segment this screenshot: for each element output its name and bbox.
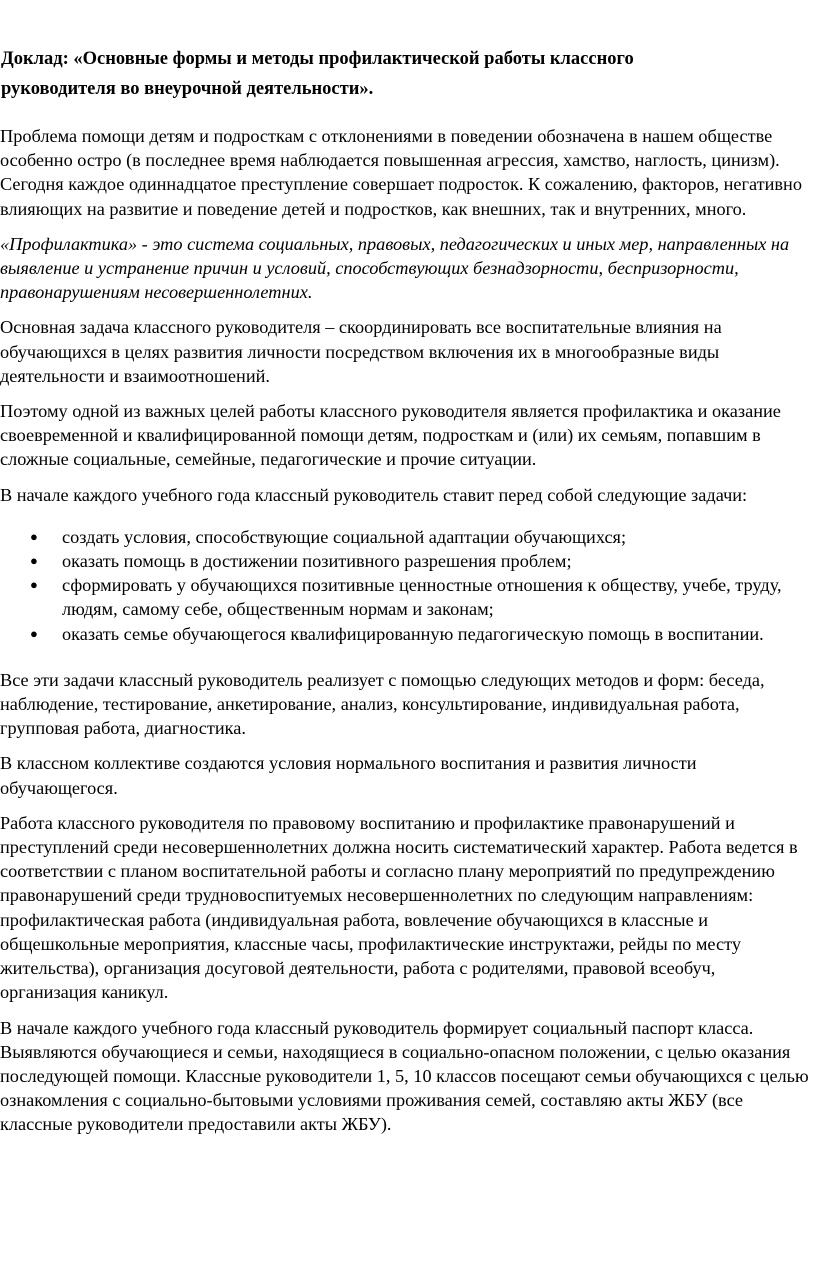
paragraph-tasks-intro: В начале каждого учебного года классный руководитель ставит перед собой следующие задачи: [0, 484, 748, 505]
bullet-icon: ● [30, 553, 38, 569]
paragraph-legal-education: Работа классного руководителя по правовому воспитанию и профилактике правонарушений и преступлений среди несовершеннолетних должна носить систематический характер. Работа ведется в соответствии с планом воспитательной работы и согласно плану мероприятий по предупреждению правонарушений среди трудновоспитуемых несовершеннолетних по следующим направлениям: профилактическая работа (индивидуальная работа, вовлечение обучающихся в классные и общешкольные мероприятия, классные часы, профилактические инструктажи, рейды по месту жительства), организация досуговой деятельности, работа с родителями, правовой всеобуч, организация каникул. [0, 812, 798, 1003]
document-title [0, 44, 816, 104]
list-item-text: создать условия, способствующие социальной адаптации обучающихся; [62, 526, 627, 547]
title-line-2: руководителя во внеурочной деятельности». [1, 79, 374, 99]
bullet-icon: ● [30, 577, 38, 593]
list-item [0, 549, 816, 573]
paragraph-conditions: В классном коллективе создаются условия нормального воспитания и развития личности обучающегося. [0, 753, 697, 798]
title-line-1: Доклад: «Основные формы и методы профилактической работы классного [1, 49, 634, 69]
list-item-text: оказать помощь в достижении позитивного разрешения проблем; [62, 551, 572, 572]
list-item [0, 525, 816, 549]
paragraph-social-passport: В начале каждого учебного года классный руководитель формирует социальный паспорт класса. Выявляются обучающиеся и семьи, находящиеся в социально-опасном положении, с целью оказания последующей помощи. Классные руководители 1, 5, 10 классов посещают семьи обучающихся с целью ознакомления с социально-бытовыми условиями проживания семей, составляю акты ЖБУ (все классные руководители предоставили акты ЖБУ). [0, 1017, 809, 1135]
document-page [0, 44, 816, 1148]
list-item-text: оказать семье обучающегося квалифицированную педагогическую помощь в воспитании. [62, 623, 764, 644]
paragraph-goal: Поэтому одной из важных целей работы классного руководителя является профилактика и оказание своевременной и квалифицированной помощи детям, подросткам и (или) их семьям, попавшим в сложные социальные, семейные, педагогические и прочие ситуации. [0, 401, 781, 470]
list-item [0, 622, 816, 646]
paragraph-problem: Проблема помощи детям и подросткам с отклонениями в поведении обозначена в нашем обществе особенно остро (в последнее время наблюдается повышенная агрессия, хамство, наглость, цинизм). Сегодня каждое одиннадцатое преступление совершает подросток. К сожалению, факторов, негативно влияющих на развитие и поведение детей и подростков, как внешних, так и внутренних, много. [0, 126, 802, 219]
paragraph-main-task: Основная задача классного руководителя – скоординировать все воспитательные влияния на обучающихся в целях развития личности посредством включения их в многообразные виды деятельности и взаимоотношений. [0, 317, 722, 386]
bullet-icon: ● [30, 625, 38, 641]
paragraph-definition: «Профилактика» - это система социальных, правовых, педагогических и иных мер, направленных на выявление и устранение причин и условий, способствующих безнадзорности, беспризорности, правонарушениям несовершеннолетних. [0, 233, 790, 303]
bullet-icon: ● [30, 528, 38, 544]
list-item [0, 573, 816, 621]
tasks-list [0, 525, 816, 646]
list-item-text: сформировать у обучающихся позитивные ценностные отношения к обществу, учебе, труду, людям, самому себе, общественным нормам и законам; [62, 575, 782, 620]
paragraph-methods: Все эти задачи классный руководитель реализует с помощью следующих методов и форм: беседа, наблюдение, тестирование, анкетирование, анализ, консультирование, индивидуальная работа, групповая работа, диагностика. [0, 669, 765, 739]
